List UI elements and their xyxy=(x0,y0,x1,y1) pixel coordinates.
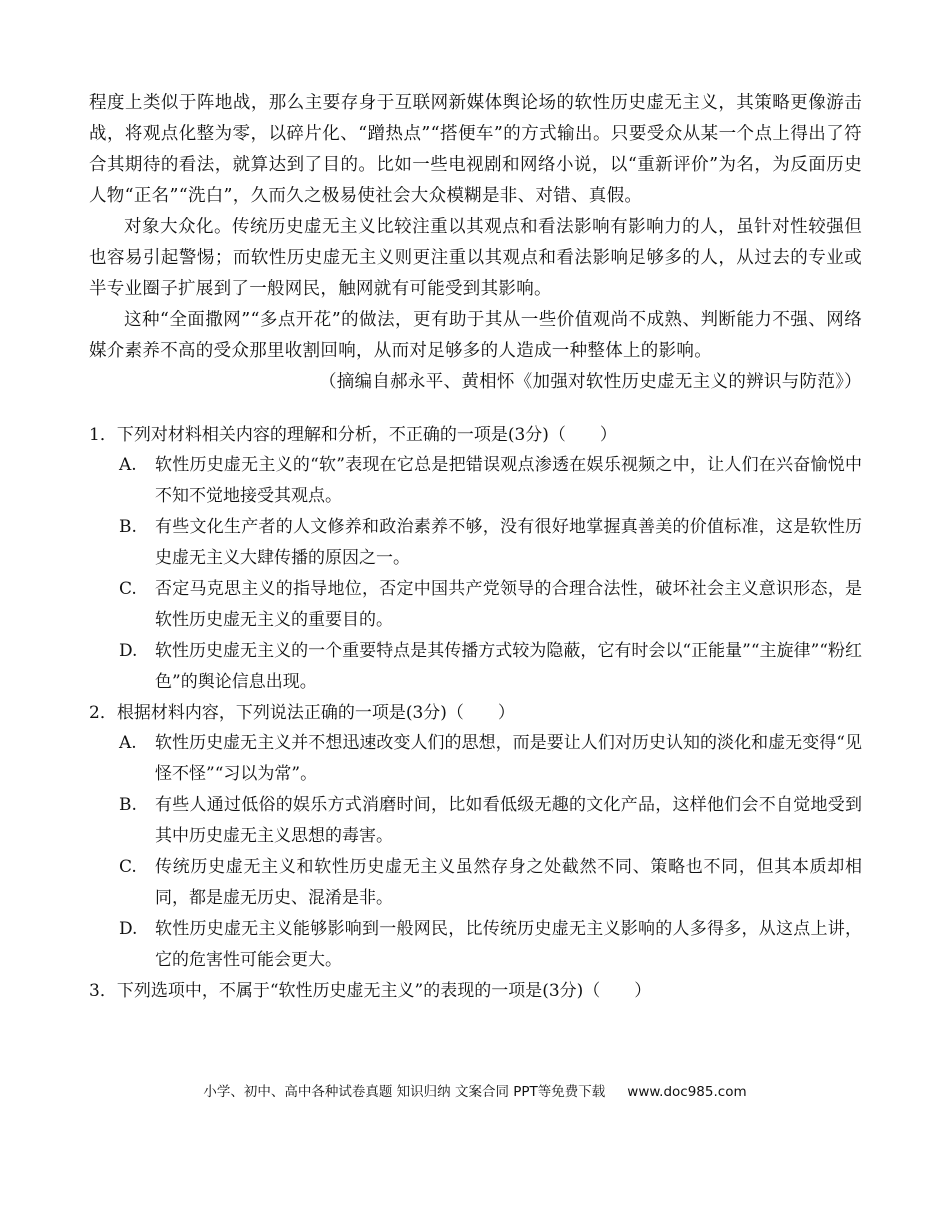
question-3 xyxy=(89,976,862,1006)
option-text: 软性历史虚无主义的“软”表现在它总是把错误观点渗透在娱乐视频之中，让人们在兴奋愉悦中不知不觉地接受其观点。 xyxy=(155,455,862,506)
option-text: 传统历史虚无主义和软性历史虚无主义虽然存身之处截然不同、策略也不同，但其本质却相同，都是虚无历史、混淆是非。 xyxy=(155,857,862,908)
passage-paragraph-3: 这种“全面撒网”“多点开花”的做法，更有助于其从一些价值观尚不成熟、判断能力不强、网络媒介素养不高的受众那里收割回响，从而对足够多的人造成一种整体上的影响。 xyxy=(89,310,862,361)
option-text: 有些人通过低俗的娱乐方式消磨时间，比如看低级无趣的文化产品，这样他们会不自觉地受到其中历史虚无主义思想的毒害。 xyxy=(155,795,862,846)
question-stem: 1．下列对材料相关内容的理解和分析，不正确的一项是(3分)（ ） xyxy=(89,425,617,445)
question-stem: 3．下列选项中，不属于“软性历史虚无主义”的表现的一项是(3分)（ ） xyxy=(89,981,652,1001)
page-footer xyxy=(0,1080,950,1100)
passage-paragraph-2: 对象大众化。传统历史虚无主义比较注重以其观点和看法影响有影响力的人，虽针对性较强但也容易引起警惕；而软性历史虚无主义则更注重以其观点和看法影响足够多的人，从过去的专业或半专业圈子扩展到了一般网民，触网就有可能受到其影响。 xyxy=(89,217,862,299)
option-a xyxy=(119,728,862,790)
passage-source: （摘编自郝永平、黄相怀《加强对软性历史虚无主义的辨识与防范》） xyxy=(318,372,862,392)
option-letter: A. xyxy=(119,455,137,475)
option-letter: B. xyxy=(119,517,137,537)
option-text: 有些文化生产者的人文修养和政治素养不够，没有很好地掌握真善美的价值标准，这是软性历史虚无主义大肆传播的原因之一。 xyxy=(155,517,862,568)
question-2 xyxy=(89,698,862,976)
option-letter: C. xyxy=(119,857,137,877)
option-text: 软性历史虚无主义并不想迅速改变人们的思想，而是要让人们对历史认知的淡化和虚无变得“见怪不怪”“习以为常”。 xyxy=(155,733,862,784)
document-page xyxy=(89,88,862,1006)
option-text: 软性历史虚无主义能够影响到一般网民，比传统历史虚无主义影响的人多得多，从这点上讲，它的危害性可能会更大。 xyxy=(155,919,862,970)
option-letter: B. xyxy=(119,795,137,815)
footer-text: 小学、初中、高中各种试卷真题 知识归纳 文案合同 PPT等免费下载 xyxy=(203,1084,606,1100)
option-d xyxy=(119,636,862,698)
option-letter: D. xyxy=(119,919,138,939)
option-letter: A. xyxy=(119,733,137,753)
option-letter: C. xyxy=(119,579,137,599)
option-text: 否定马克思主义的指导地位，否定中国共产党领导的合理合法性，破坏社会主义意识形态，是软性历史虚无主义的重要目的。 xyxy=(155,579,862,630)
option-c xyxy=(119,852,862,914)
option-b xyxy=(119,512,862,574)
question-list xyxy=(89,420,862,1006)
option-letter: D. xyxy=(119,641,138,661)
option-a xyxy=(119,450,862,512)
option-c xyxy=(119,574,862,636)
option-text: 软性历史虚无主义的一个重要特点是其传播方式较为隐蔽，它有时会以“正能量”“主旋律”“粉红色”的舆论信息出现。 xyxy=(155,641,862,692)
option-d xyxy=(119,914,862,976)
option-b xyxy=(119,790,862,852)
footer-url: www.doc985.com xyxy=(627,1084,747,1100)
passage-paragraph-1: 程度上类似于阵地战，那么主要存身于互联网新媒体舆论场的软性历史虚无主义，其策略更像游击战，将观点化整为零，以碎片化、“蹭热点”“搭便车”的方式输出。只要受众从某一个点上得出了符合其期待的看法，就算达到了目的。比如一些电视剧和网络小说，以“重新评价”为名，为反面历史人物“正名”“洗白”，久而久之极易使社会大众模糊是非、对错、真假。 xyxy=(89,93,862,206)
question-1 xyxy=(89,420,862,698)
question-stem: 2．根据材料内容，下列说法正确的一项是(3分)（ ） xyxy=(89,703,515,723)
